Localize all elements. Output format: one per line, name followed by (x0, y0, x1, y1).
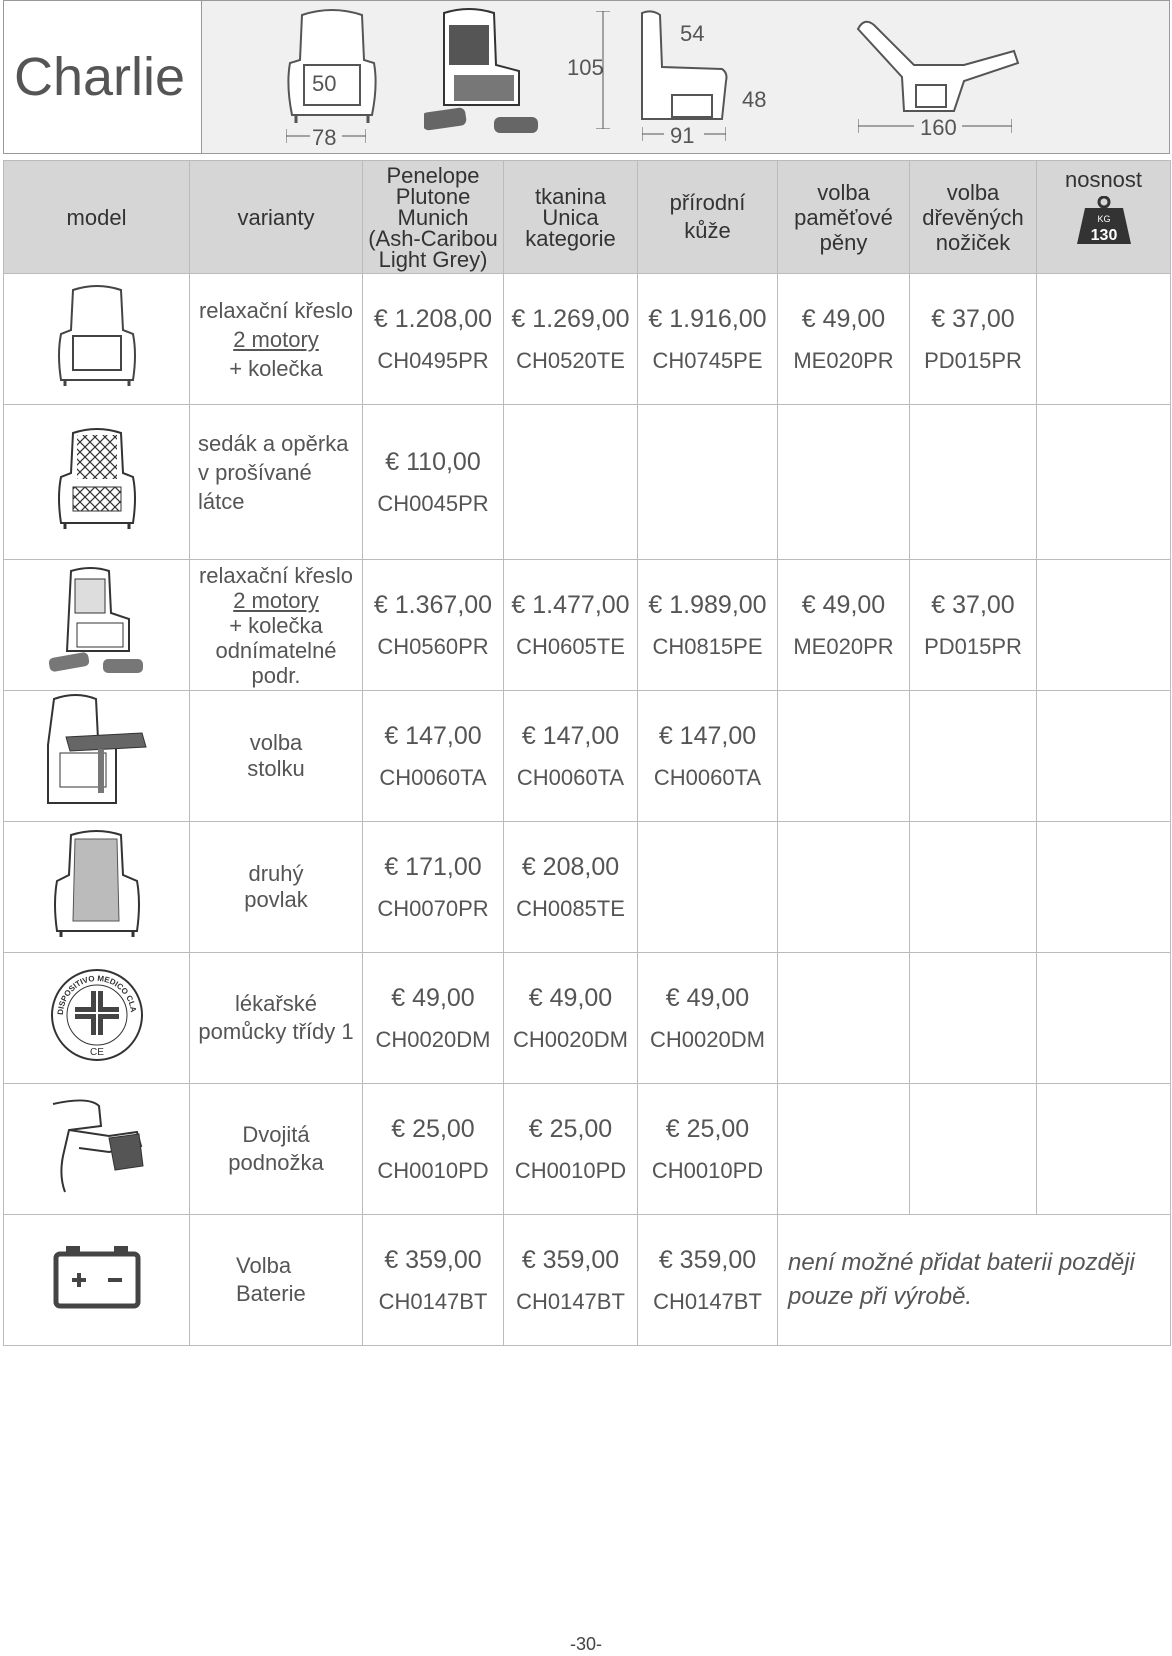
dim-height: 105 (567, 55, 604, 80)
col-model: model (4, 161, 190, 274)
product-code: ME020PR (793, 633, 894, 659)
variant-cell (190, 405, 363, 560)
price-cell (363, 274, 504, 405)
fabric1-line: (Ash-Caribou (368, 225, 498, 251)
empty-cell (1037, 822, 1171, 953)
price-cell (910, 560, 1037, 691)
product-code: CH0020DM (650, 1026, 765, 1052)
price-cell (638, 691, 778, 822)
table-row (4, 691, 1171, 822)
price-cell (504, 1084, 638, 1215)
price: € 147,00 (384, 721, 482, 750)
price-cell (504, 274, 638, 405)
removable-cushion-chair-icon (47, 567, 147, 677)
table-row (4, 822, 1171, 953)
memory-line: pěny (819, 229, 868, 255)
variant-line: Dvojitá (242, 1122, 310, 1147)
empty-cell (778, 1084, 910, 1215)
product-code: CH0060TA (653, 764, 762, 790)
variant-line: sedák a opěrka (198, 431, 349, 456)
empty-cell (1037, 274, 1171, 405)
empty-cell (1037, 953, 1171, 1084)
price-cell (910, 274, 1037, 405)
chair-reclined-view-icon (854, 15, 1024, 115)
price: € 1.269,00 (511, 304, 630, 333)
product-title: Charlie (4, 1, 202, 153)
price-cell (363, 1084, 504, 1215)
product-code: CH0815PE (652, 633, 763, 659)
price: € 25,00 (665, 1114, 750, 1143)
variant-line: 2 motory (233, 326, 319, 352)
chair-table-icon (42, 693, 152, 813)
wood-line: volba (946, 179, 1000, 205)
product-code: CH0045PR (377, 490, 489, 516)
price-table (3, 160, 1171, 1346)
quilted-chair-icon (55, 427, 139, 531)
variant-line: v prošívané látce (198, 460, 312, 514)
header-row (4, 161, 1171, 274)
product-code: CH0010PD (514, 1157, 627, 1183)
price-cell (363, 405, 504, 560)
price-cell (638, 1084, 778, 1215)
product-code: CH0520TE (516, 347, 625, 373)
variant-cell (190, 691, 363, 822)
price-cell (504, 1215, 638, 1346)
table-row (4, 274, 1171, 405)
variant-line: lékařské (235, 991, 317, 1016)
fabric2-line: kategorie (525, 225, 616, 251)
fabric1-line: Munich (397, 204, 469, 230)
empty-cell (910, 405, 1037, 560)
table-row (4, 953, 1171, 1084)
price: € 359,00 (384, 1245, 482, 1274)
chair-front-view-icon (282, 5, 382, 127)
dim-depth-top: 54 (680, 21, 705, 46)
variant-line: druhý (248, 861, 304, 886)
note-line: není možné přidat baterii později (788, 1249, 1135, 1276)
variant-line: Baterie (236, 1281, 306, 1306)
price: € 1.367,00 (373, 590, 493, 619)
product-code: CH0060TA (516, 764, 625, 790)
product-code: CH0020DM (375, 1026, 491, 1052)
weight-unit: KG (1096, 214, 1111, 224)
width-arrow-icon (286, 129, 366, 143)
col-fabric-1 (363, 161, 504, 274)
product-code: ME020PR (793, 347, 894, 373)
variant-line: podnožka (228, 1150, 324, 1175)
recliner-chair-icon (55, 284, 139, 388)
price: € 49,00 (801, 590, 886, 619)
product-code: CH0010PD (651, 1157, 764, 1183)
medical-device-icon (49, 967, 145, 1063)
fabric2-line: Unica (542, 204, 599, 230)
table-row (4, 1215, 1171, 1346)
fabric1-line: Light Grey) (378, 246, 488, 272)
product-code: CH0147BT (653, 1288, 762, 1314)
price: € 1.916,00 (648, 304, 767, 333)
dim-reclined-length: 160 (920, 115, 957, 140)
empty-cell (638, 822, 778, 953)
ce-mark: CE (89, 1047, 104, 1058)
price: € 171,00 (384, 852, 482, 881)
price-cell (778, 274, 910, 405)
dim-depth: 91 (670, 123, 695, 148)
weight-value: 130 (1090, 227, 1117, 244)
price: € 110,00 (385, 447, 481, 476)
price-cell (504, 953, 638, 1084)
variant-cell (190, 274, 363, 405)
battery-icon (52, 1244, 142, 1310)
fabric1-line: Penelope (386, 162, 480, 188)
col-memory-foam (778, 161, 910, 274)
price-cell (638, 953, 778, 1084)
empty-cell (778, 691, 910, 822)
price: € 25,00 (391, 1114, 475, 1143)
variant-line: odnímatelné podr. (215, 637, 337, 688)
col-wooden-feet (910, 161, 1037, 274)
weight-icon (1075, 196, 1133, 246)
fabric2-line: tkanina (535, 183, 606, 209)
variant-cell (190, 822, 363, 953)
product-code: CH0060TA (379, 764, 487, 790)
model-image (4, 1215, 190, 1346)
empty-cell (1037, 405, 1171, 560)
price: € 49,00 (801, 304, 886, 333)
variant-line: relaxační křeslo (198, 297, 354, 323)
model-image (4, 953, 190, 1084)
battery-note (778, 1215, 1171, 1346)
variant-line: Volba (236, 1253, 292, 1278)
empty-cell (778, 822, 910, 953)
chair-with-cushions-icon (424, 5, 554, 145)
product-code: PD015PR (924, 633, 1022, 659)
memory-line: volba (817, 179, 870, 205)
product-code: CH0147BT (516, 1288, 625, 1314)
dim-width: 78 (312, 125, 337, 150)
empty-cell (778, 405, 910, 560)
price-cell (363, 1215, 504, 1346)
capacity-label: nosnost (1064, 167, 1143, 192)
variant-line: relaxační křeslo (198, 562, 354, 588)
seal-text: DISPOSITIVO MEDICO CLA (55, 973, 138, 1016)
col-variants: varianty (190, 161, 363, 274)
product-code: CH0560PR (377, 633, 489, 659)
product-code: PD015PR (924, 347, 1022, 373)
price: € 359,00 (521, 1245, 620, 1274)
model-image (4, 691, 190, 822)
table-row (4, 405, 1171, 560)
product-code: CH0010PD (377, 1157, 489, 1183)
depth-arrow-icon (642, 127, 726, 141)
variant-line: 2 motory (233, 587, 319, 613)
model-image (4, 1084, 190, 1215)
variant-line: volba (249, 730, 303, 755)
variant-line: + kolečka (229, 612, 323, 638)
product-code: CH0605TE (516, 633, 625, 659)
col-capacity (1037, 161, 1171, 274)
variant-cell (190, 1084, 363, 1215)
price: € 25,00 (528, 1114, 613, 1143)
variant-line: povlak (244, 887, 308, 912)
price: € 147,00 (521, 721, 620, 750)
empty-cell (1037, 560, 1171, 691)
price-cell (504, 691, 638, 822)
variant-line: stolku (247, 756, 305, 781)
product-code: CH0085TE (516, 895, 625, 921)
header-banner (3, 0, 1170, 154)
price-cell (363, 691, 504, 822)
price-cell (638, 1215, 778, 1346)
model-image (4, 822, 190, 953)
price-cell (363, 560, 504, 691)
page-number: -30- (569, 1634, 602, 1654)
wood-line: nožiček (935, 229, 1011, 255)
price: € 1.989,00 (648, 590, 767, 619)
price: € 37,00 (931, 590, 1015, 619)
variant-cell (190, 1215, 363, 1346)
price: € 147,00 (658, 721, 757, 750)
product-code: CH0495PR (377, 347, 489, 373)
price: € 1.477,00 (511, 590, 630, 619)
variant-line: + kolečka (229, 355, 323, 381)
empty-cell (638, 405, 778, 560)
col-leather (638, 161, 778, 274)
product-code: CH0020DM (513, 1026, 628, 1052)
empty-cell (504, 405, 638, 560)
leather-line: přírodní (669, 190, 746, 215)
price-cell (638, 274, 778, 405)
empty-cell (778, 953, 910, 1084)
dim-seat-width: 50 (312, 71, 337, 96)
product-code: CH0745PE (652, 347, 763, 373)
price-cell (504, 560, 638, 691)
price: € 1.208,00 (373, 304, 493, 333)
footrest-icon (49, 1096, 145, 1196)
dimension-illustrations (202, 1, 1169, 153)
price: € 49,00 (391, 983, 475, 1012)
wood-line: dřevěných (922, 204, 1024, 230)
price: € 359,00 (658, 1245, 757, 1274)
empty-cell (1037, 1084, 1171, 1215)
price: € 49,00 (665, 983, 750, 1012)
model-image (4, 405, 190, 560)
variant-cell (190, 953, 363, 1084)
leather-line: kůže (684, 218, 731, 243)
product-code: CH0070PR (377, 895, 489, 921)
empty-cell (1037, 691, 1171, 822)
table-row (4, 1084, 1171, 1215)
note-line: pouze při výrobě. (788, 1283, 973, 1310)
empty-cell (910, 953, 1037, 1084)
empty-cell (910, 1084, 1037, 1215)
empty-cell (910, 822, 1037, 953)
model-image (4, 274, 190, 405)
reclined-arrow-icon (858, 119, 1012, 133)
price-cell (363, 822, 504, 953)
empty-cell (910, 691, 1037, 822)
col-fabric-2 (504, 161, 638, 274)
product-code: CH0147BT (378, 1288, 488, 1314)
variant-line: pomůcky třídy 1 (198, 1019, 354, 1044)
price: € 37,00 (931, 304, 1015, 333)
model-image (4, 560, 190, 691)
price-cell (638, 560, 778, 691)
price-cell (504, 822, 638, 953)
price: € 49,00 (528, 983, 613, 1012)
fabric1-line: Plutone (395, 183, 471, 209)
price-cell (363, 953, 504, 1084)
chair-cover-icon (51, 829, 143, 939)
memory-line: paměťové (794, 204, 893, 230)
price: € 208,00 (521, 852, 620, 881)
height-arrow-icon (596, 11, 610, 129)
price-cell (778, 560, 910, 691)
variant-cell (190, 560, 363, 691)
table-row (4, 560, 1171, 691)
dim-seat-height: 48 (742, 87, 767, 112)
